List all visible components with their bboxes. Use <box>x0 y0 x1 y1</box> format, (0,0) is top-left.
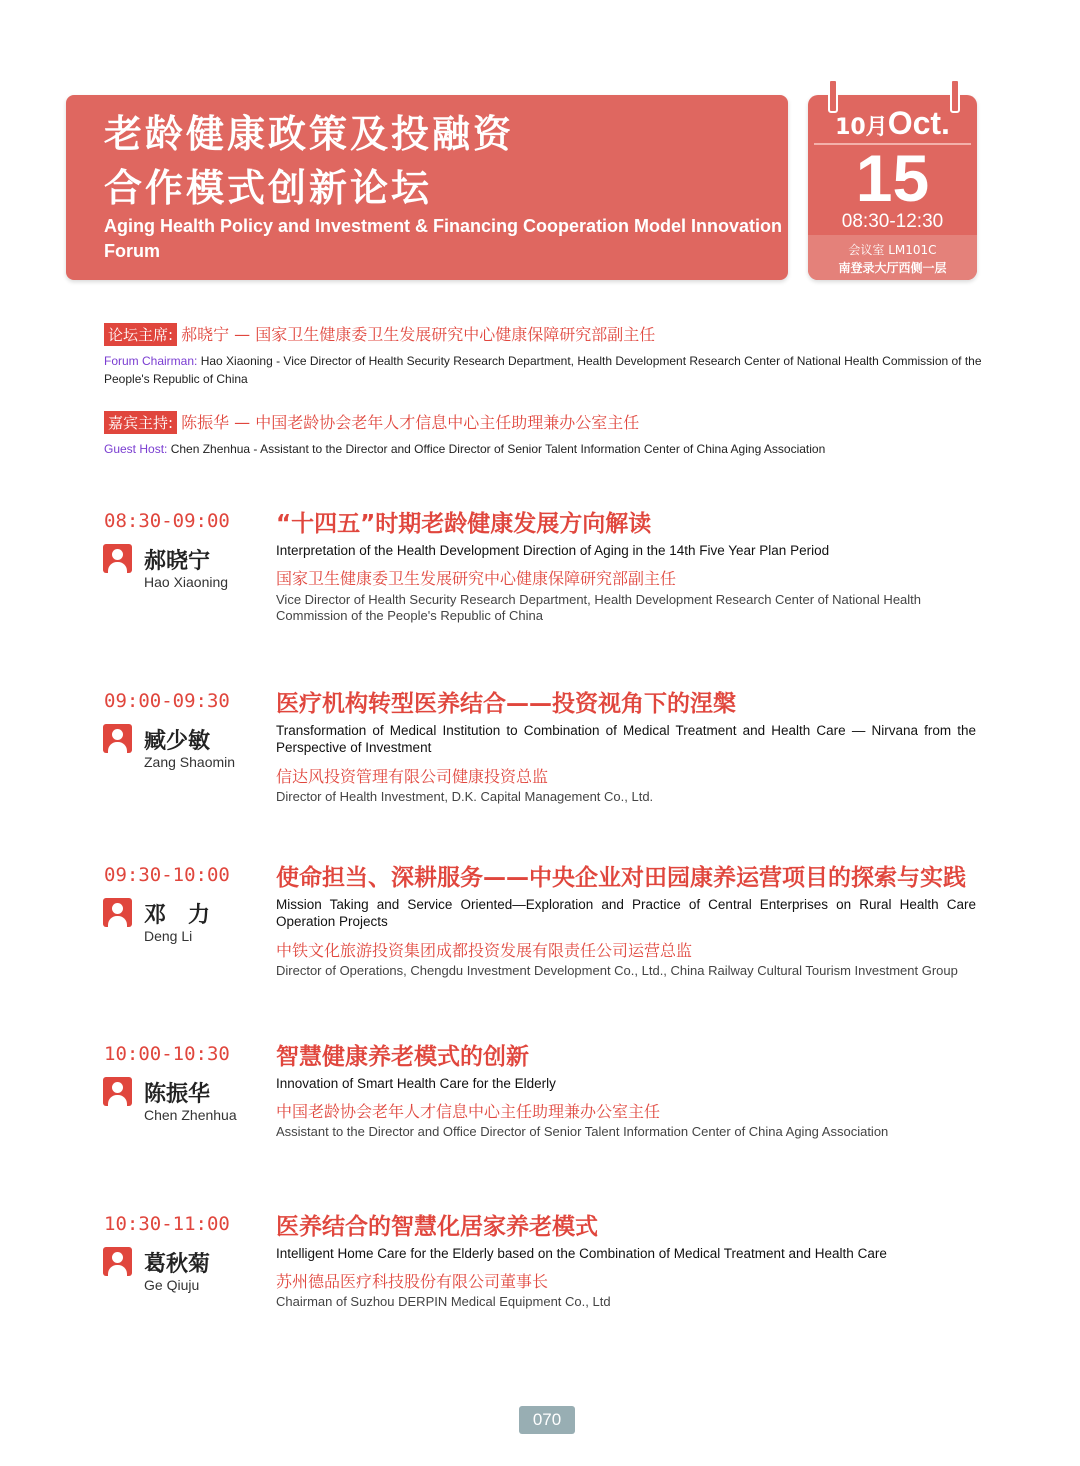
speaker-org-cn: 中国老龄协会老年人才信息中心主任助理兼办公室主任 <box>276 1102 661 1121</box>
speaker-name-cn: 臧少敏 <box>144 729 211 754</box>
speaker-org-en: Director of Operations, Chengdu Investment Development Co., Ltd., China Railway Cultural Tourism Investment Group <box>276 963 958 978</box>
person-icon <box>103 544 132 573</box>
calendar-month-en: Oct. <box>887 105 950 141</box>
speaker-org-en: Director of Health Investment, D.K. Capital Management Co., Ltd. <box>276 789 654 804</box>
guest-host <box>104 410 984 458</box>
speaker-org-en: Vice Director of Health Security Research Department, Health Development Research Center of National Health Commission of the People's Republic of China <box>276 592 922 623</box>
speaker-org-cn: 信达风投资管理有限公司健康投资总监 <box>276 767 549 786</box>
guest-host-en <box>104 440 984 458</box>
guest-host-cn <box>104 410 984 434</box>
forum-title-cn-line2: 合作模式创新论坛 <box>104 166 433 210</box>
calendar-location: 南登录大厅西侧一层 <box>838 261 947 275</box>
speaker-org-cn: 苏州德品医疗科技股份有限公司董事长 <box>276 1272 549 1291</box>
forum-title-cn-line1: 老龄健康政策及投融资 <box>104 112 515 156</box>
person-icon <box>103 898 132 927</box>
chairman-cn-text: 郝晓宁 — 国家卫生健康委卫生发展研究中心健康保障研究部副主任 <box>181 325 656 344</box>
forum-title-cn <box>104 107 514 215</box>
speaker-name-cn: 陈振华 <box>144 1082 211 1107</box>
forum-banner <box>66 95 788 280</box>
topic-title-en: Intelligent Home Care for the Elderly based on the Combination of Medical Treatment and Health Care <box>276 1246 887 1261</box>
calendar-room: 会议室 LM101C <box>848 243 937 257</box>
session-time: 09:00-09:30 <box>104 690 230 712</box>
topic-title-en: Innovation of Smart Health Care for the Elderly <box>276 1076 556 1091</box>
speaker-name-en: Chen Zhenhua <box>144 1107 237 1123</box>
topic-title-en: Interpretation of the Health Development Direction of Aging in the 14th Five Year Plan Period <box>276 543 830 558</box>
session-time: 09:30-10:00 <box>104 864 230 886</box>
speaker-name-cn: 邓 力 <box>144 903 211 928</box>
chairman-role-en: Forum Chairman: <box>104 354 198 368</box>
calendar-month <box>808 105 977 142</box>
speaker-name-en: Deng Li <box>144 928 193 944</box>
speaker-org-cn: 中铁文化旅游投资集团成都投资发展有限责任公司运营总监 <box>276 941 693 960</box>
forum-title-en: Aging Health Policy and Investment & Financing Cooperation Model Innovation Forum <box>104 216 783 261</box>
guest-host-cn-text: 陈振华 — 中国老龄协会老年人才信息中心主任助理兼办公室主任 <box>181 413 640 432</box>
speaker-org-cn: 国家卫生健康委卫生发展研究中心健康保障研究部副主任 <box>276 569 677 588</box>
speaker-org-en: Assistant to the Director and Office Director of Senior Talent Information Center of China Aging Association <box>276 1124 889 1139</box>
chairman-tag: 论坛主席: <box>104 323 177 346</box>
speaker-name-cn: 葛秋菊 <box>144 1252 211 1277</box>
topic-title-cn: “十四五”时期老龄健康发展方向解读 <box>276 511 652 537</box>
person-icon <box>103 1077 132 1106</box>
speaker-name-cn: 郝晓宁 <box>144 549 211 574</box>
topic-title-cn: 使命担当、深耕服务——中央企业对田园康养运营项目的探索与实践 <box>276 865 966 891</box>
date-calendar <box>808 95 977 280</box>
session-time: 10:00-10:30 <box>104 1043 230 1065</box>
page-number: 070 <box>519 1406 575 1434</box>
calendar-day: 15 <box>855 141 930 215</box>
speaker-name-en: Zang Shaomin <box>144 754 236 770</box>
topic-title-en: Mission Taking and Service Oriented—Exploration and Practice of Central Enterprises on Rural Health Care Operation Projects <box>276 897 976 929</box>
guest-host-tag: 嘉宾主持: <box>104 411 177 434</box>
calendar-month-cn: 10月 <box>835 115 888 140</box>
speaker-name-en: Ge Qiuju <box>144 1277 200 1293</box>
guest-host-role-en: Guest Host: <box>104 442 168 456</box>
session-time: 10:30-11:00 <box>104 1213 230 1235</box>
forum-chairman <box>104 322 984 388</box>
guest-host-en-text: Chen Zhenhua - Assistant to the Director and Office Director of Senior Talent Information Center of China Aging Association <box>170 442 826 456</box>
person-icon <box>103 1247 132 1276</box>
topic-title-cn: 医疗机构转型医养结合——投资视角下的涅槃 <box>276 691 736 717</box>
chairman-cn <box>104 322 984 346</box>
person-icon <box>103 724 132 753</box>
topic-title-en: Transformation of Medical Institution to Combination of Medical Treatment and Health Care — Nirvana from the Perspective of Investment <box>276 723 976 755</box>
speaker-org-en: Chairman of Suzhou DERPIN Medical Equipment Co., Ltd <box>276 1294 611 1309</box>
topic-title-cn: 智慧健康养老模式的创新 <box>276 1044 529 1070</box>
speaker-name-en: Hao Xiaoning <box>144 574 229 590</box>
topic-title-cn: 医养结合的智慧化居家养老模式 <box>276 1214 598 1240</box>
chairman-en-text: Hao Xiaoning - Vice Director of Health Security Research Department, Health Development Research Center of National Health Commission of the People's Republic of China <box>104 354 982 386</box>
calendar-time: 08:30-12:30 <box>841 211 944 232</box>
chairman-en <box>104 352 984 388</box>
session-time: 08:30-09:00 <box>104 510 230 532</box>
